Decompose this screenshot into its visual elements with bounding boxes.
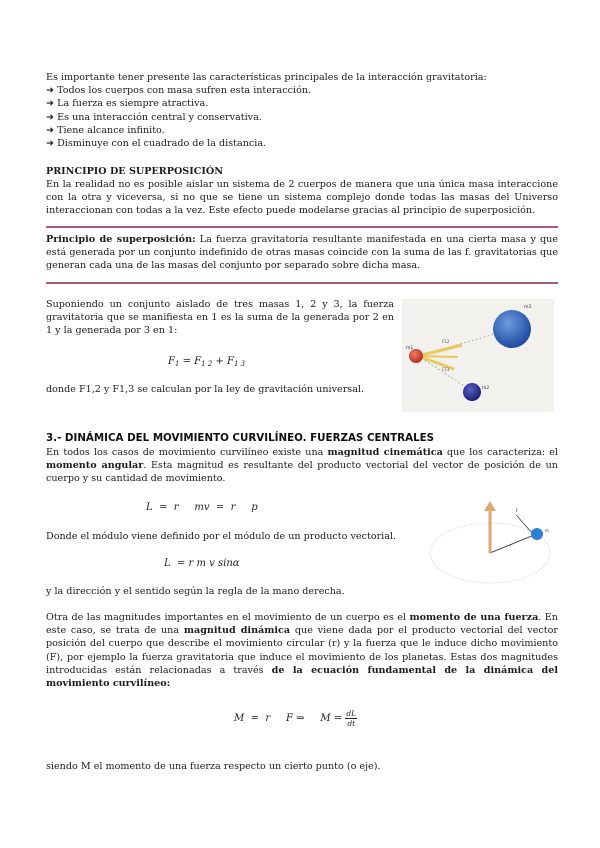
mass-1-planet [409,349,423,363]
label-m: m [545,528,549,533]
term-magnitud-cinematica: magnitud cinemática [327,447,443,458]
momento-fuerza-paragraph: Otra de las magnitudes importantes en el movimiento de un cuerpo es el momento de una fuerza. En este caso, se trata de una magnitud dinámica que viene dada por el producto vectorial del vector posición del cuerpo que describe el movimiento circular (r) y la fuerza que le induce dicho movimiento (F), por ejemplo la fuerza gravitatoria que induce el movimiento de los planetas. Estas dos magnitudes introducidas están relacionadas a través de la ecuación fundamental de la dinámica del movimiento curvilíneo: [46,612,559,690]
intro-bullet: ➜ Todos los cuerpos con masa sufren esta interacción. [46,85,312,97]
intro-lead: Es importante tener presente las características principales de la interacción gravitatoria: [46,72,487,83]
label-m3: m3 [524,305,532,310]
superposicion-paragraph: En la realidad no es posible aislar un sistema de 2 cuerpos de manera que una única masa interaccione con la otra y viceversa, si no que se tiene un sistema complejo donde todas las masas del Universo interaccionan con todas a la vez. Este efecto puede modelarse gracias al principio de superposición. [46,179,558,217]
term-momento-angular: momento angular [46,460,144,472]
box-top-rule [46,226,558,228]
derivative-fraction: $\frac{dL}{dt}$ [346,709,357,728]
mass-3-planet [493,310,531,348]
label-m1: m1 [406,346,414,351]
force-arrow [418,356,458,357]
label-f: F [516,508,519,513]
definition-term: Principio de superposición: [46,234,196,245]
torque-formula: M = r F ⇒ M = $\frac{dL}{dt}$ [234,709,357,728]
momento-angular-paragraph: En todos los casos de movimiento curvilíneo existe una magnitud cinemática que los caracteriza: el momento angular. Esta magnitud es resultante del producto vectorial del vector de posición de un cuerpo y su cantidad de movimiento. [46,447,559,485]
angular-momentum-formula: L = r mv = r p [146,502,258,513]
box-bottom-rule [46,282,558,284]
example-paragraph: Suponiendo un conjunto aislado de tres masas 1, 2 y 3, la fuerza gravitatoria que se manifiesta en 1 es la suma de la generada por 2 en 1 y la generada por 3 en 1: [46,299,394,337]
term-momento-fuerza: momento de una fuerza [409,612,539,623]
section-3-title: 3.- DINÁMICA DEL MOVIMIENTO CURVILÍNEO. FUERZAS CENTRALES [46,432,435,444]
intro-bullet: ➜ La fuerza es siempre atractiva. [46,98,209,110]
orbit-figure [428,497,558,589]
label-r: r [510,543,512,548]
label-f13: F13 [442,367,450,372]
intro-bullet: ➜ Es una interacción central y conservativa. [46,111,262,123]
modulo-text: Donde el módulo viene definido por el módulo de un producto vectorial. [46,531,397,542]
mass-2-planet [463,383,481,401]
direccion-text: y la dirección y el sentido según la regla de la mano derecha. [46,586,345,597]
three-masses-figure [402,299,554,412]
closing-text: siendo M el momento de una fuerza respecto un cierto punto (o eje). [46,761,381,772]
angular-momentum-modulus-formula: L = r m v sinα [164,558,240,569]
intro-bullet: ➜ Tiene alcance infinito. [46,124,165,136]
intro-bullet: ➜ Disminuye con el cuadrado de la distancia. [46,138,267,150]
term-ecuacion-fundamental: de la ecuación fundamental de la dinámica del movimiento curvilíneo: [46,664,559,690]
superposicion-heading: PRINCIPIO DE SUPERPOSICIÓN [46,166,223,177]
intro-block [46,71,558,150]
superposition-formula: $F_1 = F_{1 2} + F_{1 3}$ [168,356,246,368]
term-magnitud-dinamica: magnitud dinámica [183,625,291,637]
definition-text: La fuerza gravitatoria resultante manifestada en una cierta masa y que está generada por un conjunto indefinido de otras masas coincide con la suma de las f. gravitatorias que generan cada una de las masas del conjunto por separado sobre dicha masa. [46,234,558,272]
label-m2: m2 [482,386,490,391]
label-f12: F12 [442,339,450,344]
superposicion-definition [46,233,558,273]
after-formula-text: donde F1,2 y F1,3 se calculan por la ley de gravitación universal. [46,384,365,395]
orbiting-body [531,528,543,540]
